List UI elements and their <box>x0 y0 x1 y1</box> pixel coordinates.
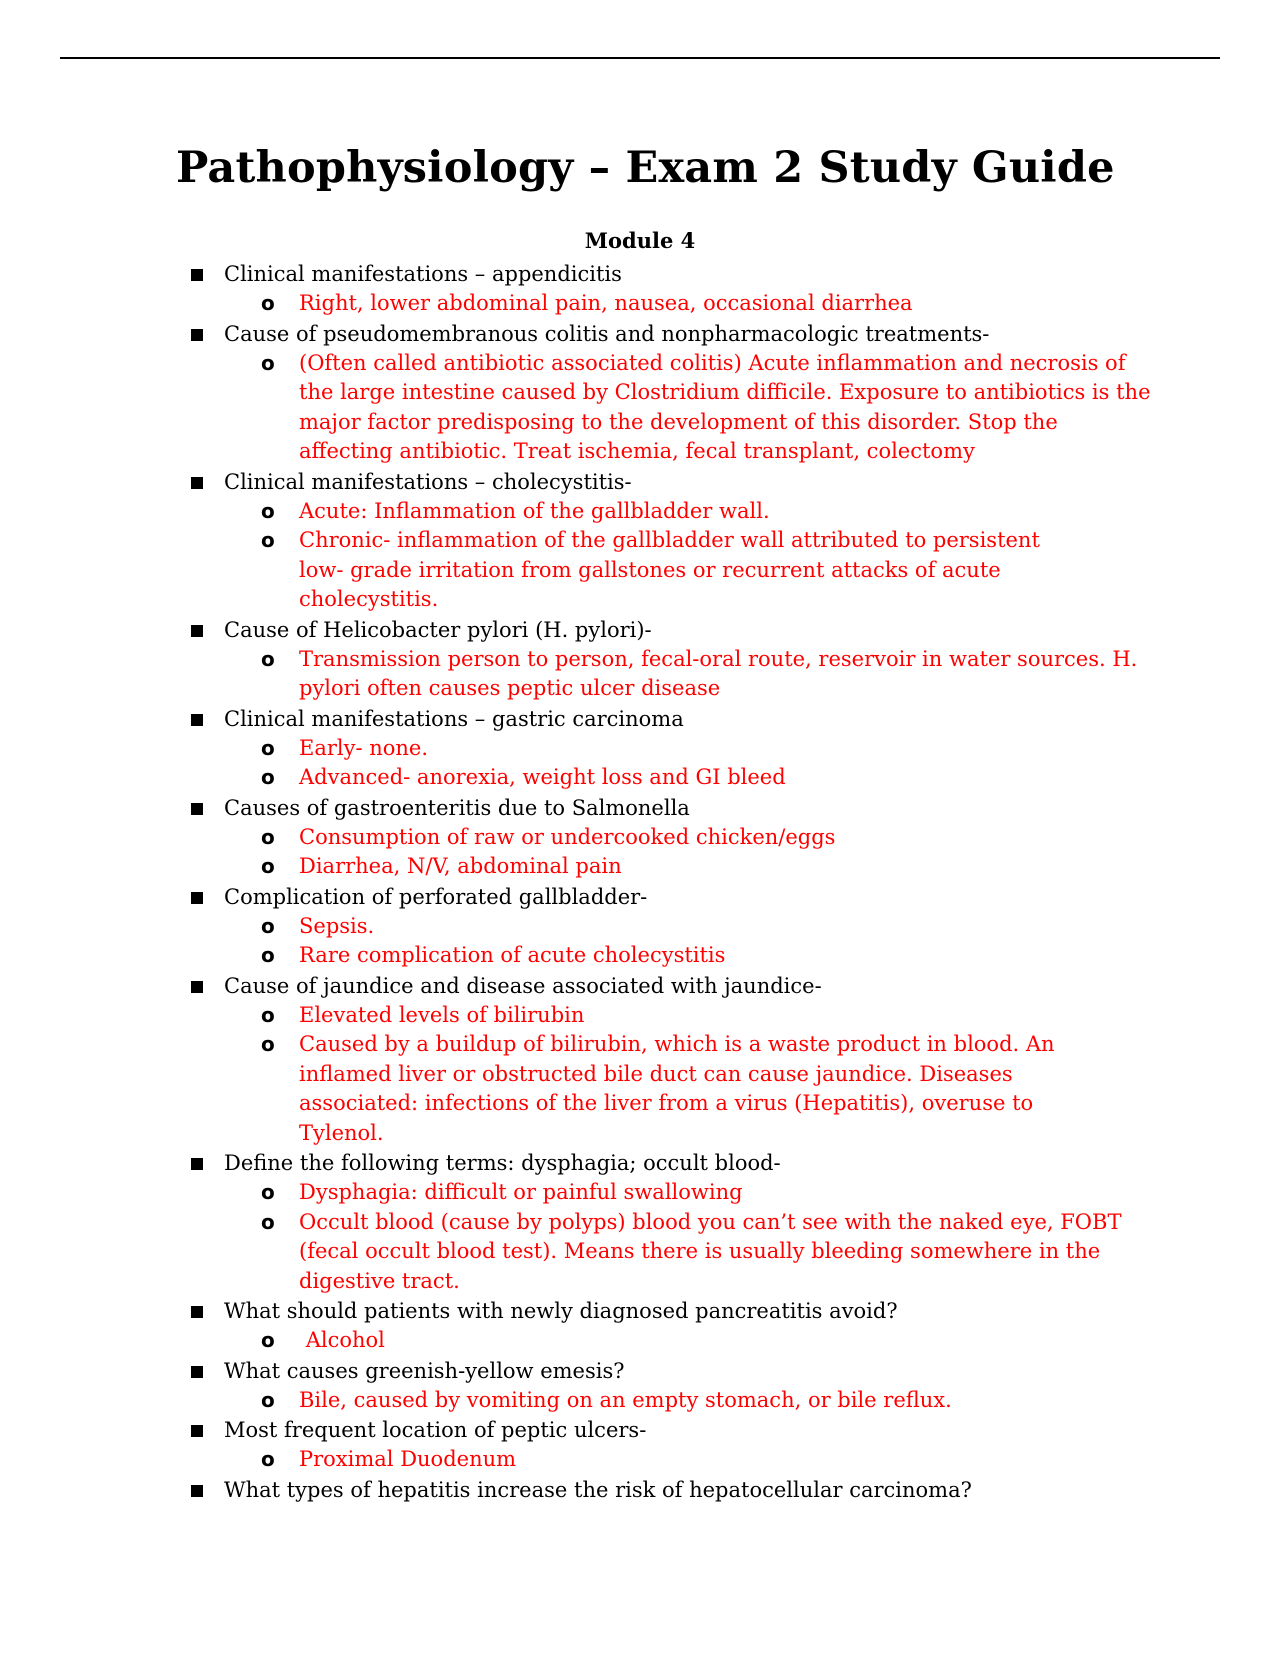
hollow-circle-bullet-icon: o <box>261 735 275 760</box>
hollow-circle-bullet-icon: o <box>261 350 275 375</box>
square-bullet-icon <box>191 1306 203 1318</box>
answer-item <box>224 852 1156 882</box>
answer-item <box>224 1386 1156 1416</box>
question-text: What causes greenish-yellow emesis? <box>224 1358 625 1383</box>
answer-list <box>224 1001 1156 1149</box>
square-bullet-icon <box>191 625 203 637</box>
question-text: What should patients with newly diagnosed pancreatitis avoid? <box>224 1299 898 1323</box>
answer-text: Early- none. <box>299 735 429 760</box>
question-text: What types of hepatitis increase the risk of hepatocellular carcinoma? <box>224 1477 972 1502</box>
hollow-circle-bullet-icon: o <box>261 646 275 671</box>
question-item <box>176 1148 1156 1296</box>
hollow-circle-bullet-icon: o <box>261 1387 275 1412</box>
square-bullet-icon <box>191 477 203 489</box>
answer-text: Bile, caused by vomiting on an empty stomach, or bile reflux. <box>299 1387 952 1412</box>
answer-list <box>224 349 1156 467</box>
answer-list <box>224 734 1156 793</box>
question-item <box>176 882 1156 971</box>
question-text: Cause of jaundice and disease associated with jaundice- <box>224 973 822 998</box>
question-text: Cause of pseudomembranous colitis and nonpharmacologic treatments- <box>224 321 990 346</box>
hollow-circle-bullet-icon: o <box>261 1180 275 1204</box>
question-text: Most frequent location of peptic ulcers- <box>224 1418 647 1442</box>
question-text: Cause of Helicobacter pylori (H. pylori)- <box>224 617 652 642</box>
square-bullet-icon <box>191 714 203 726</box>
question-item <box>176 1296 1156 1356</box>
question-text: Clinical manifestations – appendicitis <box>224 262 622 286</box>
answer-text: Chronic- inflammation of the gallbladder wall attributed to persistent low- grade irritation from gallstones or recurrent attacks of acute cholecystitis. <box>299 528 1047 611</box>
answer-text: Consumption of raw or undercooked chicken/eggs <box>299 824 836 849</box>
hollow-circle-bullet-icon: o <box>261 1032 275 1056</box>
answer-item <box>224 526 1059 615</box>
answer-item <box>224 734 1156 764</box>
hollow-circle-bullet-icon: o <box>261 943 275 967</box>
hollow-circle-bullet-icon: o <box>261 291 275 315</box>
question-item <box>176 793 1156 882</box>
hollow-circle-bullet-icon: o <box>261 765 275 789</box>
answer-list <box>224 1178 1156 1296</box>
hollow-circle-bullet-icon: o <box>261 1209 275 1234</box>
answer-text: Caused by a buildup of bilirubin, which is a waste product in blood. An inflamed liver or obstructed bile duct can cause jaundice. Diseases associated: infections of the liver from a virus (Hepatitis), overuse to Tylenol. <box>299 1032 1062 1145</box>
answer-text: Transmission person to person, fecal-oral route, reservoir in water sources. H. pylori often causes peptic ulcer disease <box>299 646 1145 700</box>
answer-item <box>224 497 1156 527</box>
question-item <box>176 1475 1156 1505</box>
answer-item <box>224 1030 1062 1148</box>
square-bullet-icon <box>191 1366 203 1378</box>
hollow-circle-bullet-icon: o <box>261 498 275 523</box>
answer-text: (Often called antibiotic associated colitis) Acute inflammation and necrosis of the large intestine caused by Clostridium difficile. Exposure to antibiotics is the major factor predisposing to the development of this disorder. Stop the affecting antibiotic. Treat ischemia, fecal transplant, colectomy <box>299 350 1158 463</box>
square-bullet-icon <box>191 1425 203 1437</box>
square-bullet-icon <box>191 269 203 281</box>
answer-item <box>224 1208 1156 1297</box>
answer-item <box>224 645 1156 704</box>
answer-item <box>224 912 1156 942</box>
top-horizontal-rule <box>60 57 1220 59</box>
hollow-circle-bullet-icon: o <box>261 824 275 849</box>
question-item <box>176 615 1156 704</box>
answer-text: Proximal Duodenum <box>299 1447 517 1471</box>
answer-list <box>224 289 1156 319</box>
question-text: Complication of perforated gallbladder- <box>224 884 648 909</box>
square-bullet-icon <box>191 1485 203 1497</box>
square-bullet-icon <box>191 892 203 904</box>
answer-text: Diarrhea, N/V, abdominal pain <box>299 854 622 878</box>
study-guide-outline <box>176 259 1156 1505</box>
document-title: Pathophysiology – Exam 2 Study Guide <box>176 143 1115 193</box>
answer-item <box>224 349 1156 467</box>
hollow-circle-bullet-icon: o <box>261 1447 275 1471</box>
answer-list <box>224 823 1156 882</box>
question-text: Causes of gastroenteritis due to Salmonella <box>224 795 690 820</box>
answer-text: Dysphagia: difficult or painful swallowing <box>299 1180 743 1204</box>
square-bullet-icon <box>191 329 203 341</box>
answer-text: Sepsis. <box>299 913 375 938</box>
hollow-circle-bullet-icon: o <box>261 528 275 552</box>
question-item <box>176 319 1156 467</box>
square-bullet-icon <box>191 981 203 993</box>
answer-list <box>224 497 1156 615</box>
answer-text: Elevated levels of bilirubin <box>299 1002 585 1027</box>
hollow-circle-bullet-icon: o <box>261 1328 275 1352</box>
answer-text: Advanced- anorexia, weight loss and GI bleed <box>299 765 786 789</box>
answer-text: Alcohol <box>299 1328 385 1352</box>
answer-item <box>224 941 1156 971</box>
question-item <box>176 259 1156 319</box>
answer-item <box>224 1001 1156 1031</box>
hollow-circle-bullet-icon: o <box>261 913 275 938</box>
answer-text: Rare complication of acute cholecystitis <box>299 943 726 967</box>
hollow-circle-bullet-icon: o <box>261 854 275 878</box>
question-item <box>176 971 1156 1149</box>
answer-text: Acute: Inflammation of the gallbladder wall. <box>299 498 770 523</box>
question-item <box>176 704 1156 793</box>
module-heading: Module 4 <box>584 228 696 253</box>
question-text: Define the following terms: dysphagia; occult blood- <box>224 1151 781 1175</box>
answer-text: Right, lower abdominal pain, nausea, occasional diarrhea <box>299 291 913 315</box>
answer-list <box>224 912 1156 971</box>
question-text: Clinical manifestations – cholecystitis- <box>224 469 632 494</box>
answer-item <box>224 763 1156 793</box>
answer-list <box>224 645 1156 704</box>
answer-item <box>224 1326 1156 1356</box>
question-item <box>176 1415 1156 1475</box>
question-item <box>176 467 1156 615</box>
question-item <box>176 1356 1156 1416</box>
answer-item <box>224 823 1156 853</box>
answer-item <box>224 289 1156 319</box>
hollow-circle-bullet-icon: o <box>261 1002 275 1027</box>
answer-list <box>224 1445 1156 1475</box>
answer-list <box>224 1386 1156 1416</box>
square-bullet-icon <box>191 803 203 815</box>
answer-item <box>224 1445 1156 1475</box>
answer-list <box>224 1326 1156 1356</box>
square-bullet-icon <box>191 1158 203 1170</box>
question-text: Clinical manifestations – gastric carcinoma <box>224 706 684 731</box>
answer-text: Occult blood (cause by polyps) blood you can’t see with the naked eye, FOBT (fecal occult blood test). Means there is usually bleeding somewhere in the digestive tract. <box>299 1209 1129 1293</box>
answer-item <box>224 1178 1156 1208</box>
